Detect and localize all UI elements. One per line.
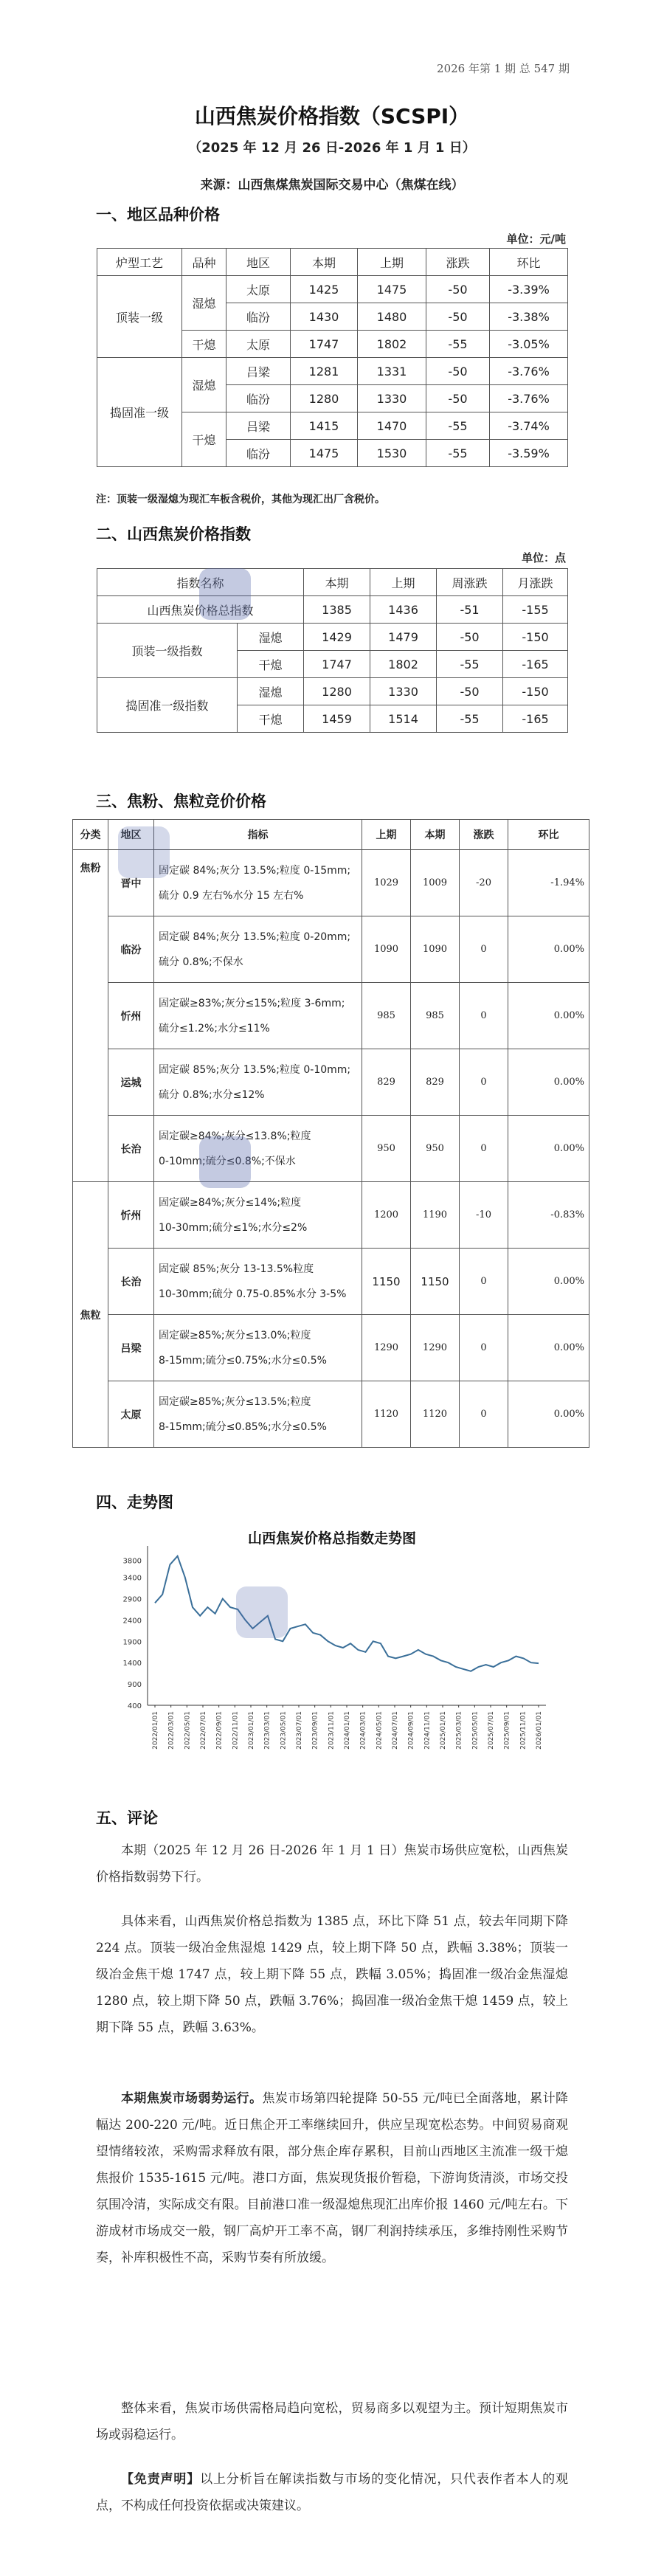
x-tick-label: 2023/03/01 xyxy=(263,1711,272,1750)
value-cell: 1429 xyxy=(304,624,370,651)
type-cell: 干熄 xyxy=(238,651,304,678)
trend-chart xyxy=(102,1522,562,1792)
value-cell: -0.83% xyxy=(508,1182,589,1249)
value-cell: 0 xyxy=(460,983,508,1049)
value-cell: 1009 xyxy=(411,850,460,916)
value-cell: -150 xyxy=(503,624,568,651)
value-cell: 1029 xyxy=(362,850,411,916)
spec-line: 固定碳 84%;灰分 13.5%;粒度 0-15mm; xyxy=(159,864,351,877)
table-row xyxy=(97,596,568,624)
value-cell: -3.39% xyxy=(490,276,568,303)
col-header: 本期 xyxy=(411,820,460,850)
index-name-cell: 捣固准一级指数 xyxy=(97,678,238,733)
spec-line: 固定碳≥85%;灰分≤13.5%;粒度 xyxy=(159,1395,311,1408)
col-header: 周涨跌 xyxy=(437,569,503,596)
value-cell: -55 xyxy=(437,651,503,678)
region-cell: 长治 xyxy=(108,1249,154,1315)
table-row xyxy=(97,358,568,385)
col-header: 本期 xyxy=(304,569,370,596)
comment-paragraph-3 xyxy=(96,2085,568,2271)
value-cell: 0.00% xyxy=(508,983,589,1049)
issue-number: 2026 年第 1 期 总 547 期 xyxy=(437,62,570,75)
value-cell: 1290 xyxy=(411,1315,460,1381)
value-cell: 1436 xyxy=(370,596,437,624)
value-cell: 950 xyxy=(411,1116,460,1182)
x-tick-label: 2023/07/01 xyxy=(296,1711,303,1750)
x-tick-label: 2025/05/01 xyxy=(471,1711,480,1750)
table-row xyxy=(73,1315,589,1381)
col-header: 分类 xyxy=(73,820,108,850)
spec-line: 硫分 0.8%;不保水 xyxy=(159,956,243,968)
value-cell: -55 xyxy=(437,705,503,733)
value-cell: 1385 xyxy=(304,596,370,624)
comment-paragraph-2 xyxy=(96,1908,568,2041)
y-tick-label: 3800 xyxy=(122,1557,142,1566)
type-cell: 干熄 xyxy=(238,705,304,733)
process-cell: 捣固准一级 xyxy=(97,358,182,467)
value-cell: -50 xyxy=(437,678,503,705)
table-row xyxy=(73,850,589,916)
value-cell: 0 xyxy=(460,1116,508,1182)
x-tick-label: 2025/07/01 xyxy=(488,1711,495,1750)
spec-cell xyxy=(154,1381,362,1448)
index-table xyxy=(97,568,568,733)
value-cell: 985 xyxy=(362,983,411,1049)
spec-cell xyxy=(154,1116,362,1182)
value-cell: 1190 xyxy=(411,1182,460,1249)
table-row xyxy=(97,624,568,651)
value-cell: -20 xyxy=(460,850,508,916)
spec-cell xyxy=(154,1315,362,1381)
x-tick-label: 2025/09/01 xyxy=(503,1711,511,1750)
x-tick-label: 2024/03/01 xyxy=(359,1711,367,1750)
value-cell: 0 xyxy=(460,1049,508,1116)
value-cell: 1475 xyxy=(291,440,358,467)
chart-title: 山西焦炭价格总指数走势图 xyxy=(247,1530,417,1547)
value-cell: 1747 xyxy=(304,651,370,678)
col-header: 指数名称 xyxy=(97,569,304,596)
col-header: 环比 xyxy=(490,249,568,276)
value-cell: -55 xyxy=(426,412,490,440)
region-cell: 太原 xyxy=(108,1381,154,1448)
spec-line: 8-15mm;硫分≤0.85%;水分≤0.5% xyxy=(159,1420,327,1433)
value-cell: -10 xyxy=(460,1182,508,1249)
value-cell: 1430 xyxy=(291,303,358,331)
value-cell: 1470 xyxy=(358,412,426,440)
table-row xyxy=(73,983,589,1049)
region-cell: 临汾 xyxy=(108,916,154,983)
value-cell: -3.38% xyxy=(490,303,568,331)
col-header: 炉型工艺 xyxy=(97,249,182,276)
paragraph-text: 以上分析旨在解读指数与市场的变化情况，只代表作者本人的观点，不构成任何投资依据或决策建议。 xyxy=(96,2472,569,2513)
col-header: 上期 xyxy=(362,820,411,850)
region-cell: 运城 xyxy=(108,1049,154,1116)
x-tick-label: 2024/11/01 xyxy=(423,1711,432,1750)
type-cell: 干熄 xyxy=(182,331,226,358)
value-cell: 1090 xyxy=(411,916,460,983)
value-cell: 1281 xyxy=(291,358,358,385)
value-cell: 0 xyxy=(460,916,508,983)
value-cell: 1415 xyxy=(291,412,358,440)
spec-cell xyxy=(154,1049,362,1116)
spec-cell xyxy=(154,1182,362,1249)
paragraph-text: 整体来看，焦炭市场供需格局趋向宽松，贸易商多以观望为主。预计短期焦炭市场或弱稳运行。 xyxy=(96,2401,568,2442)
spec-line: 硫分 0.9 左右%水分 15 左右% xyxy=(159,889,304,902)
coke-powder-table xyxy=(72,819,589,1448)
category-cell: 焦粉 xyxy=(73,850,108,1182)
value-cell: 1200 xyxy=(362,1182,411,1249)
table-row xyxy=(73,916,589,983)
section2-unit: 单位：点 xyxy=(521,551,566,564)
value-cell: 985 xyxy=(411,983,460,1049)
value-cell: -55 xyxy=(426,331,490,358)
value-cell: -50 xyxy=(437,624,503,651)
col-header: 地区 xyxy=(108,820,154,850)
spec-line: 固定碳≥84%;灰分≤13.8%;粒度 xyxy=(159,1130,311,1142)
value-cell: 0.00% xyxy=(508,1116,589,1182)
value-cell: 1150 xyxy=(411,1249,460,1315)
y-tick-label: 2400 xyxy=(122,1617,142,1626)
value-cell: 0.00% xyxy=(508,1381,589,1448)
value-cell: 1150 xyxy=(362,1249,411,1315)
spec-line: 固定碳 85%;灰分 13.5%;粒度 0-10mm; xyxy=(159,1063,351,1076)
paragraph-text: 本期（2025 年 12 月 26 日-2026 年 1 月 1 日）焦炭市场供应宽松，山西焦炭价格指数弱势下行。 xyxy=(96,1843,568,1885)
value-cell: -165 xyxy=(503,651,568,678)
value-cell: 1120 xyxy=(411,1381,460,1448)
spec-line: 10-30mm;硫分≤1%;水分≤2% xyxy=(159,1221,308,1234)
series-line xyxy=(155,1556,539,1671)
spec-line: 固定碳 84%;灰分 13.5%;粒度 0-20mm; xyxy=(159,930,351,943)
col-header: 涨跌 xyxy=(460,820,508,850)
table-row xyxy=(73,1182,589,1249)
section1-unit: 单位：元/吨 xyxy=(506,232,566,246)
y-tick-label: 3400 xyxy=(122,1574,142,1583)
value-cell: 0.00% xyxy=(508,1249,589,1315)
value-cell: 1475 xyxy=(358,276,426,303)
value-cell: 1802 xyxy=(358,331,426,358)
spec-cell xyxy=(154,850,362,916)
col-header: 地区 xyxy=(226,249,291,276)
table-header-row xyxy=(97,569,568,596)
table-row xyxy=(97,678,568,705)
value-cell: -50 xyxy=(426,276,490,303)
value-cell: 0.00% xyxy=(508,1315,589,1381)
report-title: 山西焦炭价格指数（SCSPI） xyxy=(194,104,470,128)
region-cell: 太原 xyxy=(226,276,291,303)
comment-paragraph-4 xyxy=(96,2395,568,2448)
col-header: 环比 xyxy=(508,820,589,850)
spec-line: 固定碳≥85%;灰分≤13.0%;粒度 xyxy=(159,1329,311,1341)
x-tick-label: 2025/03/01 xyxy=(455,1711,463,1750)
region-cell: 晋中 xyxy=(108,850,154,916)
region-price-table xyxy=(97,248,568,467)
value-cell: -150 xyxy=(503,678,568,705)
value-cell: 1280 xyxy=(291,385,358,412)
col-header: 涨跌 xyxy=(426,249,490,276)
y-tick-label: 400 xyxy=(127,1702,142,1710)
value-cell: 829 xyxy=(411,1049,460,1116)
value-cell: 1459 xyxy=(304,705,370,733)
x-tick-label: 2023/11/01 xyxy=(328,1711,336,1750)
value-cell: -1.94% xyxy=(508,850,589,916)
value-cell: 1747 xyxy=(291,331,358,358)
spec-line: 固定碳≥84%;灰分≤14%;粒度 xyxy=(159,1196,302,1209)
value-cell: -50 xyxy=(426,385,490,412)
value-cell: -50 xyxy=(426,358,490,385)
value-cell: 1280 xyxy=(304,678,370,705)
paragraph-text: 焦炭市场第四轮提降 50-55 元/吨已全面落地，累计降幅达 200-220 元/吨。近日焦企开工率继续回升，供应呈现宽松态势。中间贸易商观望情绪较浓，采购需求释放有限，部分焦企库存累积，目前山西地区主流准一级干熄焦报价 1535-1615 元/吨。港口方面，焦炭现货报价暂稳，下游询货清淡，市场交投氛围冷清，实际成交有限。目前港口准一级湿熄焦现汇出库价报 1460 元/吨左右。下游成材市场成交一般，钢厂高炉开工率不高，钢厂利润持续承压，多维持刚性采购节奏，补库积极性不高，采购节奏有所放缓。 xyxy=(96,2091,568,2265)
value-cell: 1425 xyxy=(291,276,358,303)
value-cell: 1479 xyxy=(370,624,437,651)
paragraph-lead: 本期焦炭市场弱势运行。 xyxy=(121,2091,263,2106)
x-tick-label: 2022/11/01 xyxy=(232,1711,240,1750)
region-cell: 临汾 xyxy=(226,303,291,331)
y-tick-label: 1400 xyxy=(122,1660,142,1668)
x-tick-label: 2025/01/01 xyxy=(440,1711,447,1750)
value-cell: -3.76% xyxy=(490,358,568,385)
region-cell: 太原 xyxy=(226,331,291,358)
col-header: 本期 xyxy=(291,249,358,276)
table-row xyxy=(97,276,568,303)
value-cell: -50 xyxy=(426,303,490,331)
table-header-row xyxy=(97,249,568,276)
x-tick-label: 2023/05/01 xyxy=(280,1711,288,1750)
comment-paragraph-1 xyxy=(96,1837,568,1890)
x-tick-label: 2026/01/01 xyxy=(536,1711,543,1750)
value-cell: 1530 xyxy=(358,440,426,467)
value-cell: -3.59% xyxy=(490,440,568,467)
value-cell: 1331 xyxy=(358,358,426,385)
type-cell: 湿熄 xyxy=(182,358,226,412)
value-cell: -155 xyxy=(503,596,568,624)
table-header-row xyxy=(73,820,589,850)
value-cell: 0.00% xyxy=(508,916,589,983)
x-tick-label: 2022/07/01 xyxy=(200,1711,207,1750)
section2-heading: 二、山西焦炭价格指数 xyxy=(96,525,251,543)
index-name-cell: 顶装一级指数 xyxy=(97,624,238,678)
spec-line: 10-30mm;硫分 0.75-0.85%水分 3-5% xyxy=(159,1288,347,1300)
region-cell: 吕梁 xyxy=(226,358,291,385)
value-cell: 0 xyxy=(460,1249,508,1315)
col-header: 品种 xyxy=(182,249,226,276)
value-cell: 1120 xyxy=(362,1381,411,1448)
section3-heading: 三、焦粉、焦粒竞价价格 xyxy=(96,793,266,810)
spec-line: 硫分 0.8%;水分≤12% xyxy=(159,1088,265,1101)
process-cell: 顶装一级 xyxy=(97,276,182,358)
y-tick-label: 900 xyxy=(127,1681,142,1690)
value-cell: 1514 xyxy=(370,705,437,733)
date-range: （2025 年 12 月 26 日-2026 年 1 月 1 日） xyxy=(188,140,476,156)
col-header: 月涨跌 xyxy=(503,569,568,596)
region-cell: 忻州 xyxy=(108,983,154,1049)
value-cell: 1480 xyxy=(358,303,426,331)
paragraph-lead: 【免责声明】 xyxy=(121,2472,201,2487)
table-row xyxy=(73,1381,589,1448)
value-cell: 829 xyxy=(362,1049,411,1116)
type-cell: 干熄 xyxy=(182,412,226,467)
table-row xyxy=(73,1249,589,1315)
table-row xyxy=(73,1116,589,1182)
table-note: 注：顶装一级湿熄为现汇车板含税价，其他为现汇出厂含税价。 xyxy=(96,494,385,505)
type-cell: 湿熄 xyxy=(238,624,304,651)
spec-line: 0-10mm;硫分≤0.8%;不保水 xyxy=(159,1155,296,1167)
comment-paragraph-5 xyxy=(96,2466,568,2519)
y-tick-label: 2900 xyxy=(122,1595,142,1604)
value-cell: -3.76% xyxy=(490,385,568,412)
value-cell: 950 xyxy=(362,1116,411,1182)
table-row xyxy=(73,1049,589,1116)
section4-heading: 四、走势图 xyxy=(96,1494,173,1511)
value-cell: 1290 xyxy=(362,1315,411,1381)
value-cell: -51 xyxy=(437,596,503,624)
spec-cell xyxy=(154,916,362,983)
region-cell: 临汾 xyxy=(226,385,291,412)
source-line: 来源：山西焦煤焦炭国际交易中心（焦煤在线） xyxy=(200,178,464,193)
spec-line: 固定碳 85%;灰分 13-13.5%粒度 xyxy=(159,1263,314,1275)
x-tick-label: 2022/01/01 xyxy=(152,1711,159,1750)
value-cell: 1802 xyxy=(370,651,437,678)
paragraph-text: 具体来看，山西焦炭价格总指数为 1385 点，环比下降 51 点，较去年同期下降 224 点。顶装一级冶金焦湿熄 1429 点，较上期下降 50 点，跌幅 3.38%；顶装一级冶金焦干熄 1747 点，较上期下降 55 点，跌幅 3.05%；捣固准一级冶金焦湿熄 1280 点，较上期下降 50 点，跌幅 3.76%；捣固准一级冶金焦干熄 1459 点，较上期下降 55 点，跌幅 3.63%。 xyxy=(96,1914,568,2035)
region-cell: 忻州 xyxy=(108,1182,154,1249)
x-tick-label: 2023/01/01 xyxy=(248,1711,255,1750)
x-tick-label: 2024/09/01 xyxy=(407,1711,415,1750)
type-cell: 湿熄 xyxy=(238,678,304,705)
x-tick-label: 2024/01/01 xyxy=(344,1711,351,1750)
x-tick-label: 2024/05/01 xyxy=(376,1711,384,1750)
x-tick-label: 2024/07/01 xyxy=(392,1711,399,1750)
region-cell: 临汾 xyxy=(226,440,291,467)
spec-cell xyxy=(154,983,362,1049)
value-cell: -55 xyxy=(426,440,490,467)
value-cell: 1330 xyxy=(358,385,426,412)
type-cell: 湿熄 xyxy=(182,276,226,331)
col-header: 上期 xyxy=(358,249,426,276)
spec-line: 8-15mm;硫分≤0.75%;水分≤0.5% xyxy=(159,1354,327,1367)
spec-line: 固定碳≥83%;灰分≤15%;粒度 3-6mm; xyxy=(159,997,345,1009)
y-tick-label: 1900 xyxy=(122,1638,142,1647)
value-cell: 1330 xyxy=(370,678,437,705)
region-cell: 长治 xyxy=(108,1116,154,1182)
value-cell: 1090 xyxy=(362,916,411,983)
region-cell: 吕梁 xyxy=(108,1315,154,1381)
region-cell: 吕梁 xyxy=(226,412,291,440)
value-cell: 0 xyxy=(460,1315,508,1381)
index-name-cell: 山西焦炭价格总指数 xyxy=(97,596,304,624)
section5-heading: 五、评论 xyxy=(96,1809,158,1827)
x-tick-label: 2022/05/01 xyxy=(184,1711,192,1750)
x-tick-label: 2022/03/01 xyxy=(167,1711,176,1750)
spec-line: 硫分≤1.2%;水分≤11% xyxy=(159,1022,270,1035)
category-cell: 焦粒 xyxy=(73,1182,108,1448)
col-header: 指标 xyxy=(154,820,362,850)
trend-chart-svg xyxy=(102,1522,562,1792)
col-header: 上期 xyxy=(370,569,437,596)
spec-cell xyxy=(154,1249,362,1315)
value-cell: -165 xyxy=(503,705,568,733)
value-cell: 0 xyxy=(460,1381,508,1448)
value-cell: -3.05% xyxy=(490,331,568,358)
value-cell: -3.74% xyxy=(490,412,568,440)
x-tick-label: 2023/09/01 xyxy=(311,1711,319,1750)
x-tick-label: 2025/11/01 xyxy=(519,1711,528,1750)
x-tick-label: 2022/09/01 xyxy=(215,1711,224,1750)
section1-heading: 一、地区品种价格 xyxy=(96,206,220,224)
value-cell: 0.00% xyxy=(508,1049,589,1116)
